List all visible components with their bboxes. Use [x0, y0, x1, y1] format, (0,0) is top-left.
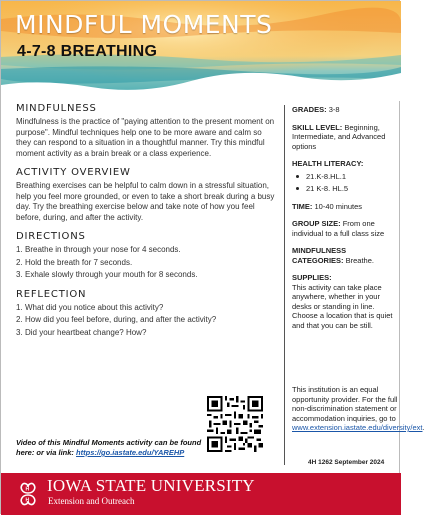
- page-subtitle: 4-7-8 BREATHING: [17, 43, 158, 60]
- overview-section: [16, 167, 278, 223]
- sidebar: [292, 105, 396, 338]
- grades-info: GRADES: 3-8: [292, 105, 340, 114]
- equal-opportunity-statement: This institution is an equal opportunity provider. For the full non-discrimination statement or accommodation inquiries, go to www.extension.iastate.edu/diversity/ext.: [292, 385, 425, 432]
- publication-number: 4H 1262 September 2024: [308, 459, 385, 466]
- university-name: IOWA STATE UNIVERSITY: [47, 476, 255, 495]
- svg-text:H: H: [25, 497, 30, 504]
- video-note: Video of this Mindful Moments activity can be found here: or via link: https://go.iastate.edu/YAREHP: [16, 438, 202, 457]
- list-item: 2. How did you feel before, during, and after the activity?: [16, 315, 217, 324]
- mindfulness-heading: MINDFULNESS: [16, 103, 97, 114]
- page-title: MINDFUL MOMENTS: [15, 10, 273, 39]
- directions-heading: DIRECTIONS: [16, 231, 86, 242]
- header-banner: [1, 1, 401, 101]
- overview-body: Breathing exercises can be helpful to calm down in a stressful situation, help you feel more grounded, or even to take a short break during a busy day. Try the breathing exercise below and take note of how you feel before, during, and after the activity.: [16, 181, 275, 222]
- list-item: 3. Exhale slowly through your mouth for 8 seconds.: [16, 270, 198, 279]
- video-link[interactable]: https://go.iastate.edu/YAREHP: [76, 448, 185, 457]
- list-item: 2. Hold the breath for 7 seconds.: [16, 257, 133, 267]
- time-info: TIME: 10-40 minutes: [292, 201, 363, 211]
- list-item: 3. Did your heartbeat change? How?: [16, 327, 147, 337]
- list-item: 1. Breathe in through your nose for 4 seconds.: [16, 245, 181, 254]
- extension-name: Extension and Outreach: [48, 496, 135, 506]
- mindfulness-section: [16, 103, 278, 159]
- svg-text:H: H: [25, 486, 30, 493]
- health-info: HEALTH LITERACY: 21.K-8.HL.1 21 K-8. HL.5: [292, 159, 396, 194]
- four-h-clover-icon: [13, 479, 43, 509]
- overview-heading: ACTIVITY OVERVIEW: [16, 167, 131, 178]
- main-column: [16, 101, 278, 340]
- column-divider: [284, 105, 285, 465]
- skill-info: SKILL LEVEL: Beginning, Intermediate, and Advanced options: [292, 122, 386, 151]
- mindfulness-body: Mindfulness is the practice of "paying attention to the present moment on purpose". Mindful techniques help one to be more aware and calm so they can respond to a situation in a thoughtful manner. Try this mindful moment activity as a brain break or a class experience.: [16, 117, 275, 158]
- health-list: [292, 172, 396, 194]
- reflection-section: [16, 289, 278, 339]
- diversity-link[interactable]: www.extension.iastate.edu/diversity/ext: [292, 423, 423, 432]
- supplies-info: SUPPLIES: This activity can take place anywhere, whether in your desks or standing in line. Choose a location that is quiet and that you can be still.: [292, 273, 393, 330]
- group-info: GROUP SIZE: From one individual to a full class size: [292, 219, 385, 238]
- reflection-list: [16, 303, 278, 339]
- qr-code[interactable]: [207, 396, 263, 452]
- list-item: 21.K-8.HL.1: [292, 172, 396, 182]
- reflection-heading: REFLECTION: [16, 288, 87, 300]
- list-item: 21 K-8. HL.5: [292, 184, 396, 194]
- directions-section: [16, 231, 278, 281]
- categories-info: MINDFULNESS CATEGORIES: Breathe.: [292, 246, 374, 265]
- directions-list: [16, 245, 278, 281]
- list-item: 1. What did you notice about this activity?: [16, 302, 164, 312]
